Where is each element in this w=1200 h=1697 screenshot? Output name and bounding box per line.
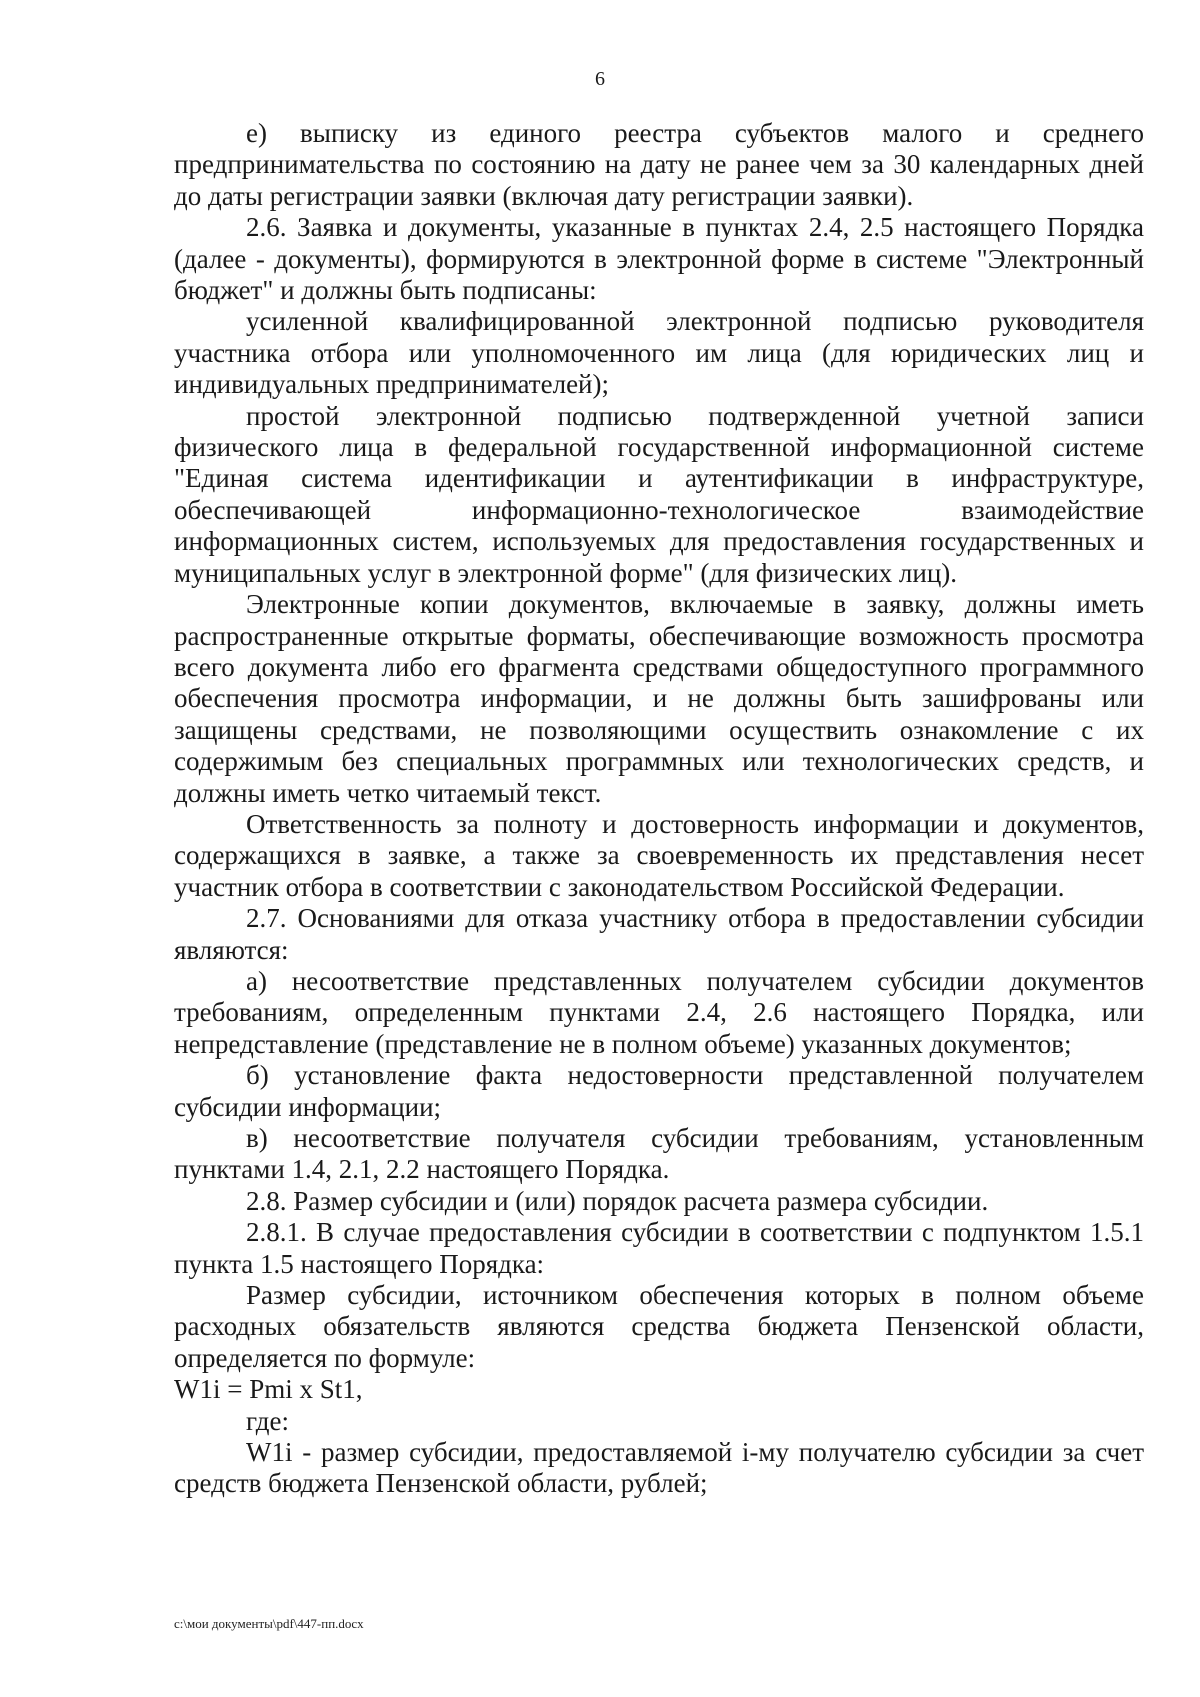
paragraph-2-7-b: б) установление факта недостоверности представленной получателем субсидии информации; (174, 1060, 1144, 1122)
paragraph-subsidy-size: Размер субсидии, источником обеспечения которых в полном объеме расходных обязательств являются средства бюджета Пензенской области, определяется по формуле: (174, 1280, 1144, 1373)
paragraph-2-8-1: 2.8.1. В случае предоставления субсидии в соответствии с подпунктом 1.5.1 пункта 1.5 настоящего Порядка: (174, 1217, 1144, 1279)
page-number: 6 (595, 68, 605, 90)
paragraph-simple-signature: простой электронной подписью подтвержденной учетной записи физического лица в федеральной государственной информационной системе "Единая система идентификации и аутентификации в инфраструктуре, обеспечивающей информационно-технологическое взаимодействие информационных систем, используемых для предоставления государственных и муниципальных услуг в электронной форме" (для физических лиц). (174, 400, 1144, 588)
paragraph-enhanced-signature: усиленной квалифицированной электронной подписью руководителя участника отбора или уполномоченного им лица (для юридических лиц и индивидуальных предпринимателей); (174, 306, 1144, 400)
footer-file-path: c:\мои документы\pdf\447-пп.docx (174, 1616, 364, 1631)
paragraph-electronic-copies: Электронные копии документов, включаемые в заявку, должны иметь распространенные открытые форматы, обеспечивающие возможность просмотра всего документа либо его фрагмента средствами общедоступного программного обеспечения просмотра информации, и не должны быть зашифрованы или защищены средствами, не позволяющими осуществить ознакомление с их содержимым без специальных программных или технологических средств, и должны иметь четко читаемый текст. (174, 589, 1144, 808)
paragraph-2-7-a: а) несоответствие представленных получателем субсидии документов требованиям, определенным пунктами 2.4, 2.6 настоящего Порядка, или непредставление (представление не в полном объеме) указанных документов; (174, 965, 1144, 1059)
paragraph-2-6: 2.6. Заявка и документы, указанные в пунктах 2.4, 2.5 настоящего Порядка (далее - документы), формируются в электронной форме в системе "Электронный бюджет" и должны быть подписаны: (174, 212, 1144, 306)
paragraph-2-7: 2.7. Основаниями для отказа участнику отбора в предоставлении субсидии являются: (174, 903, 1144, 965)
subsidy-formula: W1i = Pmi x St1, (174, 1374, 363, 1405)
document-body (174, 118, 1144, 1500)
paragraph-w1i-definition: W1i - размер субсидии, предоставляемой i-му получателю субсидии за счет средств бюджета Пензенской области, рублей; (174, 1437, 1144, 1499)
paragraph-responsibility: Ответственность за полноту и достоверность информации и документов, содержащихся в заявке, а также за своевременность их представления несет участник отбора в соответствии с законодательством Российской Федерации. (174, 808, 1144, 902)
paragraph-e-extract: е) выписку из единого реестра субъектов малого и среднего предпринимательства по состоянию на дату не ранее чем за 30 календарных дней до даты регистрации заявки (включая дату регистрации заявки). (174, 118, 1144, 211)
paragraph-where: где: (246, 1405, 289, 1436)
paragraph-2-8: 2.8. Размер субсидии и (или) порядок расчета размера субсидии. (246, 1185, 989, 1216)
paragraph-2-7-v: в) несоответствие получателя субсидии требованиям, установленным пунктами 1.4, 2.1, 2.2 настоящего Порядка. (174, 1123, 1144, 1185)
